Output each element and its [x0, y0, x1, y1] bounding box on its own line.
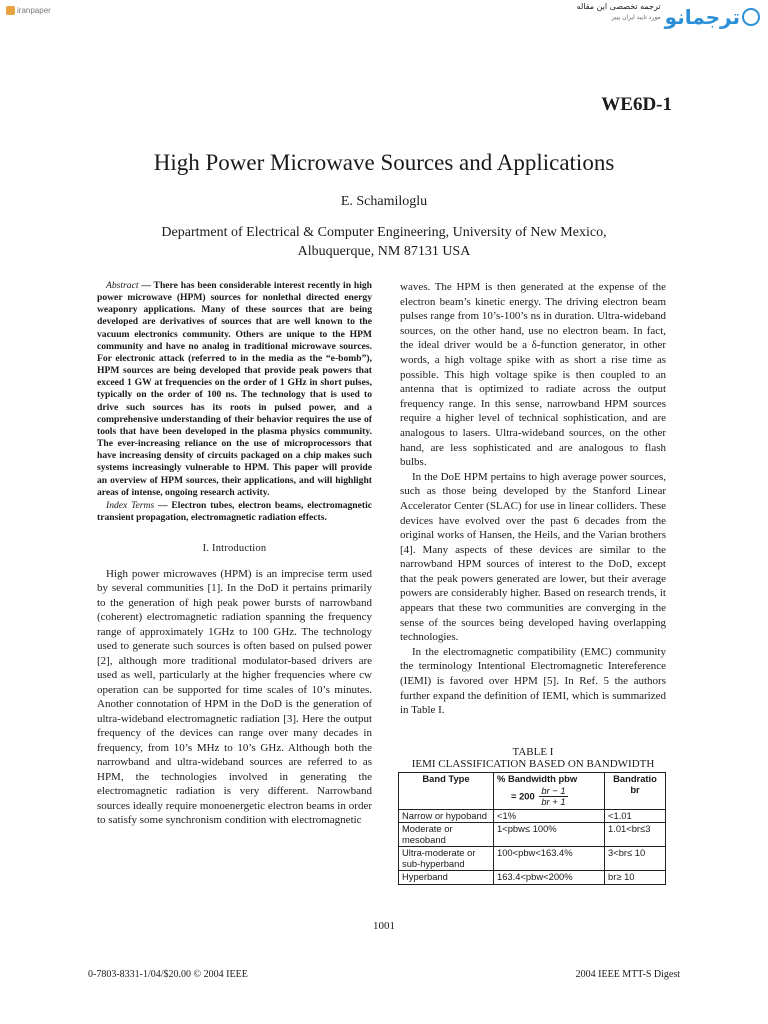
footer-copyright: 0-7803-8331-1/04/$20.00 © 2004 IEEE: [88, 969, 248, 980]
table-row: [399, 847, 666, 871]
header-bandwidth: [494, 773, 605, 810]
right-paragraph-2: In the DoE HPM pertains to high average power sources, such as those being developed by the Stanford Linear Accelerator Center (SLAC) for use in linear colliders. These devices have evolved over the past 6 decades from the original works of Hansen, the Heils, and the Varian brothers [4]. Many aspects of these devices are similar to the narrowband HPM sources of interest to the DoD, except that the peak powers generated are lower, but their average powers are considerably higher. Based on research trends, it appears that these two communities are converging in the sense of the sources being developed having overlapping technologies.: [400, 470, 666, 644]
cell-band: Ultra-moderate or sub-hyperband: [399, 847, 494, 871]
section-heading-introduction: I. Introduction: [202, 543, 267, 555]
table-header-row: [399, 773, 666, 810]
tarjomano-banner[interactable]: [577, 2, 760, 36]
bandwidth-formula-prefix: = 200: [511, 789, 535, 801]
table-caption: IEMI CLASSIFICATION BASED ON BANDWIDTH: [411, 758, 655, 770]
abstract-text: — There has been considerable interest recently in high power microwave (HPM) sources for nonlethal directed energy weaponry applications. Many of these sources that are being developed are derivatives of sources that are well known to the vacuum electronics community. Others are unique to the HPM community and have no analog in traditional microwave sources. For electronic attack (referred to in the media as the “e-bomb”), HPM sources are being developed that provide peak powers that exceed 1 GW at frequencies on the order of 1 GHz in short pulses, typically on the order of 100 ns. The technology that is used to drive such sources has its roots in pulsed power, and a comprehensive understanding of their behavior requires the use of tools that have been developed in the plasma physics community. The ever-increasing reliance on the use of microprocessors that have increasing density of circuits packaged on a chip makes such systems increasingly vulnerable to HPM. This paper will provide an overview of HPM sources, their applications, and will highlight areas of intense, ongoing research activity.: [97, 280, 372, 498]
table-label: TABLE I: [512, 746, 554, 758]
iranpaper-logo-text: iranpaper: [17, 6, 51, 15]
cell-bandratio: 3<br≤ 10: [605, 847, 666, 871]
cell-bandwidth: 1<pbw≤ 100%: [494, 823, 605, 847]
table-heading: [375, 746, 691, 770]
cell-bandwidth: 100<pbw<163.4%: [494, 847, 605, 871]
left-column: [97, 280, 372, 828]
table-row: [399, 809, 666, 823]
table-row: [399, 823, 666, 847]
right-paragraph-3: In the electromagnetic compatibility (EMC) community the terminology Intentional Electromagnetic Intereference (IEMI) is favored over HPM [5]. In Ref. 5 the authors further expand the definition of IEMI, which is summarized in Table I.: [400, 645, 666, 717]
cell-bandratio: <1.01: [605, 809, 666, 823]
iemi-classification-table: [398, 772, 666, 885]
abstract-label: Abstract: [106, 280, 139, 291]
cell-band: Hyperband: [399, 871, 494, 885]
banner-tagline: [577, 2, 661, 21]
affiliation-line-1: Department of Electrical & Computer Engineering, University of New Mexico,: [161, 225, 607, 240]
header-bandwidth-label: % Bandwidth pbw: [497, 773, 578, 784]
introduction-paragraph: High power microwaves (HPM) is an imprecise term used by several communities [1]. In the DoD it pertains primarily to the generation of high peak power bursts of narrowband (coherent) electromagnetic radiation spanning the frequency range of approximately 1GHz to 100 GHz. The technology used to generate such sources is often based on pulsed power [2], although more traditional modulator-based drivers are used as well, particularly at the higher frequencies where cw operation can be supported for time scales of 10’s minutes. Another connotation of HPM in the DoD is the generation of ultra-wideband electromagnetic radiation [3]. Here the output frequency of the devices can range over many decades in frequency, from 10’s MHz to 10’s GHz. Although both the narrowband and ultra-wideband sources are referred to as HPM, the technologies involved in generating the electromagnetic radiation is very different. Narrowband sources ideally require monoenergetic electron beams in order to satisfy some synchronism condition with electromagnetic: [97, 567, 372, 827]
paper-title: High Power Microwave Sources and Applications: [153, 150, 615, 175]
tarjomano-logo-text: ترجمانو: [664, 5, 740, 29]
author-name: E. Schamiloglu: [340, 194, 428, 209]
cell-bandratio: br≥ 10: [605, 871, 666, 885]
affiliation: [0, 223, 768, 261]
affiliation-line-2: Albuquerque, NM 87131 USA: [297, 244, 471, 259]
index-terms-text: — Electron tubes, electron beams, electromagnetic transient propagation, electromagnetic radiation effects.: [97, 499, 373, 523]
banner-tagline-text: ترجمه تخصصی این مقاله: [576, 2, 661, 11]
cell-bandwidth: 163.4<pbw<200%: [494, 871, 605, 885]
footer-publication: 2004 IEEE MTT-S Digest: [575, 969, 680, 980]
bandwidth-formula: [497, 786, 601, 808]
index-terms-paragraph: [97, 500, 372, 524]
iranpaper-logo-icon: [6, 6, 15, 15]
cell-band: Moderate or mesoband: [399, 823, 494, 847]
header-bandratio: Bandratio br: [605, 773, 666, 810]
fraction-denominator: br + 1: [541, 796, 566, 807]
bandwidth-formula-fraction: [539, 786, 567, 808]
iranpaper-logo[interactable]: [6, 6, 51, 15]
abstract-paragraph: [97, 280, 372, 499]
cell-bandwidth: <1%: [494, 809, 605, 823]
banner-subtagline-text: مورد تایید ایران پیپر: [611, 14, 661, 21]
cell-band: Narrow or hypoband: [399, 809, 494, 823]
tarjomano-logo: [665, 2, 760, 32]
cell-bandratio: 1.01<br≤3: [605, 823, 666, 847]
header-band-type: Band Type: [399, 773, 494, 810]
page-number: 1001: [373, 920, 395, 932]
right-column: [400, 280, 666, 718]
tarjomano-logo-icon: [742, 8, 760, 26]
table-row: [399, 871, 666, 885]
fraction-numerator: br − 1: [541, 784, 566, 796]
index-terms-label: Index Terms: [106, 499, 155, 511]
session-code: WE6D-1: [601, 94, 672, 115]
right-paragraph-1: waves. The HPM is then generated at the expense of the electron beam’s kinetic energy. The driving electron beam pulses range from 10’s-100’s ns in duration. Ultra-wideband sources, on the other hand, use no electron beam. In fact, the ideal driver would be a δ-function generator, in other words, a high voltage spike with as short a rise time as possible. This high voltage spike is then coupled to an antenna that is optimized to radiate across the output frequency range. In this sense, narrowband HPM sources require a higher level of technical sophistication, and are analogous to lasers. Ultra-wideband sources, on the other hand, are less sophisticated and are analogous to flash bulbs.: [400, 281, 666, 469]
